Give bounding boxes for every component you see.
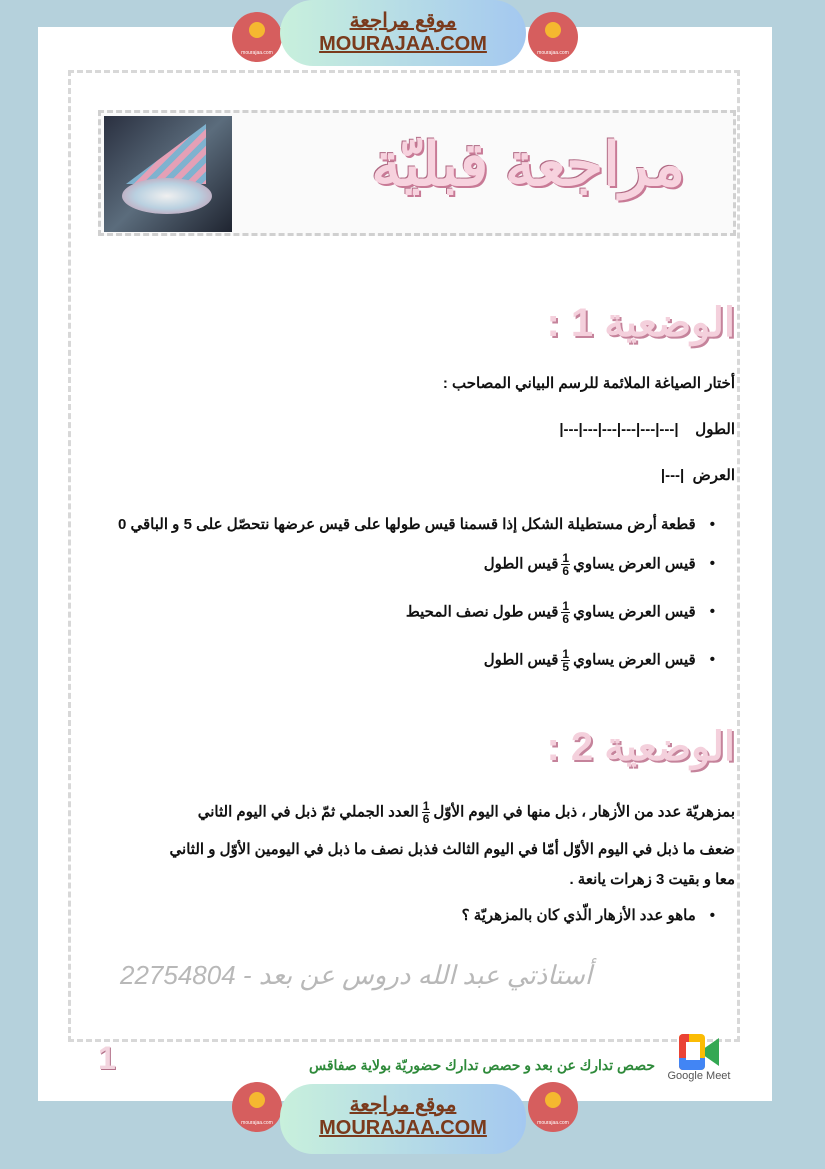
site-banner-top[interactable] [280,0,526,66]
section1-instruction: أختار الصياغة الملائمة للرسم البياني المصاحب : [442,375,735,392]
section2-title: الوضعية 2 : [546,725,735,769]
denominator: 6 [562,612,570,626]
section1-title: الوضعية 1 : [546,301,735,345]
banner-arabic[interactable]: موقع مراجعة [349,10,457,32]
numerator: 1 [562,551,570,565]
numerator: 1 [422,799,430,813]
option-text: قيس طول نصف المحيط [405,603,559,621]
fraction [561,552,570,577]
site-logo-badge [528,12,578,62]
watermark: أستاذتي عبد الله دروس عن بعد - 22754804 [120,960,593,990]
site-logo-badge [232,12,282,62]
option-text: قيس الطول [483,651,559,669]
question: • ماهو عدد الأزهار الّذي كان بالمزهريّة ؟ [462,906,715,924]
banner-arabic[interactable]: موقع مراجعة [349,1094,457,1116]
fraction [561,648,570,673]
length-diagram: |---|---|---|---|---|---| [559,421,679,438]
numerator: 1 [562,599,570,613]
site-logo-badge [528,1082,578,1132]
denominator: 6 [422,812,430,826]
page-number: 1 [98,1040,116,1076]
banner-latin[interactable]: MOURAJAA.COM [319,33,487,55]
google-meet-logo [664,1034,734,1082]
fraction [561,600,570,625]
option-3 [406,600,715,625]
option-2 [484,552,715,577]
option-text: قيس الطول [483,555,559,573]
site-logo-badge [232,1082,282,1132]
site-banner-bottom[interactable] [280,1084,526,1154]
google-meet-icon [679,1034,719,1070]
length-label: الطول [695,421,735,438]
badge-text: mourajaa.com [241,50,273,56]
denominator: 5 [562,660,570,674]
banner-latin[interactable]: MOURAJAA.COM [319,1117,487,1139]
problem-line-3: معا و بقيت 3 زهرات يانعة . [569,871,735,888]
option-1: • قطعة أرض مستطيلة الشكل إذا قسمنا قيس طولها على قيس عرضها نتحصّل على 5 و الباقي 0 [118,515,715,533]
google-meet-label: Google Meet [667,1070,731,1082]
option-text: قيس العرض يساوي [573,555,696,573]
badge-text: mourajaa.com [241,1120,273,1126]
option-4 [484,648,715,673]
fraction [422,800,431,825]
width-label: العرض [692,467,735,484]
width-row [661,466,735,484]
length-row [559,420,735,438]
badge-text: mourajaa.com [537,1120,569,1126]
problem-text: بمزهريّة عدد من الأزهار ، ذبل منها في اليوم الأوّل [433,803,735,821]
width-diagram: |---| [660,467,685,484]
footer-text: حصص تدارك عن بعد و حصص تدارك حضوريّة بولاية صفاقس [308,1057,655,1073]
problem-line-1 [198,800,735,825]
problem-line-2: ضعف ما ذبل في اليوم الأوّل أمّا في اليوم الثالث فذبل نصف ما ذبل في اليومين الأوّل و الثاني [169,841,735,858]
denominator: 6 [562,564,570,578]
option-text: قيس العرض يساوي [573,603,696,621]
title-illustration [104,116,232,232]
problem-text: العدد الجملي ثمّ ذبل في اليوم الثاني [197,803,419,821]
badge-text: mourajaa.com [537,50,569,56]
numerator: 1 [562,647,570,661]
page-title: مراجعة قبليّة [371,131,685,198]
option-text: قيس العرض يساوي [573,651,696,669]
